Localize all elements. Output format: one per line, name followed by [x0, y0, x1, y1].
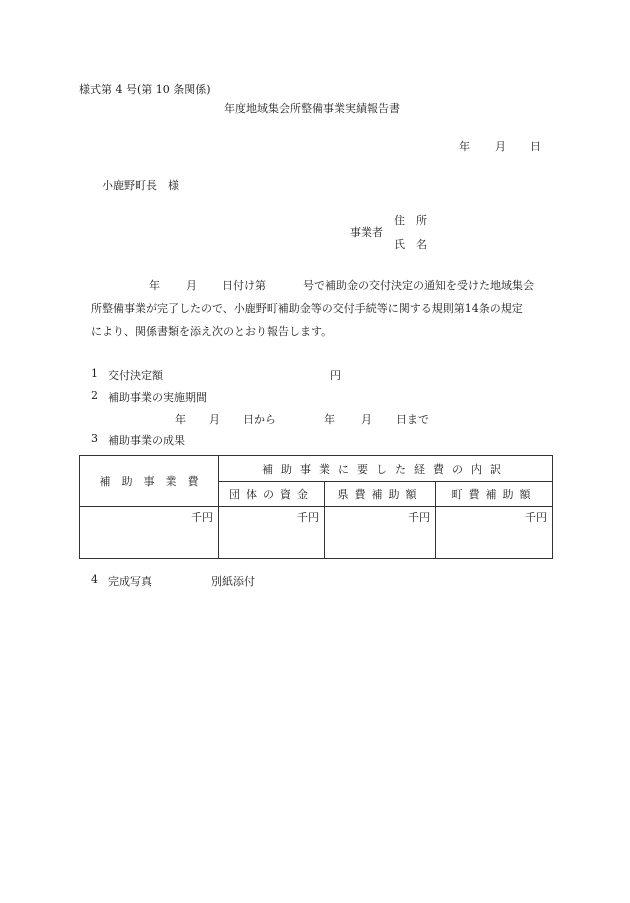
- addressee: 小鹿野町長 様: [102, 179, 179, 192]
- item2-number: 2: [91, 389, 98, 402]
- item1-number: 1: [91, 367, 98, 380]
- body-line1-rest: 号で補助金の交付決定の通知を受けた地域集会: [303, 279, 534, 292]
- item4-number: 4: [91, 573, 98, 586]
- unit-label: 千円: [297, 511, 319, 524]
- body-month: 月: [186, 279, 197, 292]
- date-day-label: 日: [530, 140, 541, 153]
- group-funds-cell: [219, 507, 325, 559]
- address-label: 住 所: [394, 214, 427, 227]
- form-title: 年度地域集会所整備事業実績報告書: [224, 102, 400, 115]
- period-from-year: 年: [175, 413, 186, 426]
- breakdown-header: 補助事業に要した経費の内訳: [219, 456, 553, 482]
- body-day-ref: 日付け第: [222, 279, 266, 292]
- form-number: 様式第 4 号(第 10 条関係): [79, 83, 211, 96]
- period-to-year: 年: [324, 413, 335, 426]
- period-to-month: 月: [361, 413, 372, 426]
- total-cost-header: [80, 456, 219, 507]
- period-to-day: 日まで: [396, 413, 429, 426]
- prefecture-subsidy-cell: [325, 507, 436, 559]
- item1-unit: 円: [330, 369, 341, 382]
- date-year-label: 年: [459, 140, 470, 153]
- town-subsidy-cell: [436, 507, 553, 559]
- period-from-month: 月: [209, 413, 220, 426]
- results-table: [79, 455, 553, 559]
- name-label: 氏 名: [394, 238, 427, 251]
- item1-label: 交付決定額: [108, 369, 163, 382]
- group-funds-header: 団体の資金: [219, 482, 325, 507]
- item4-value: 別紙添付: [211, 575, 255, 588]
- item3-label: 補助事業の成果: [108, 434, 185, 447]
- item4-label: 完成写真: [108, 575, 152, 588]
- body-line3: により、関係書類を添え次のとおり報告します。: [91, 325, 333, 338]
- unit-label: 千円: [525, 511, 548, 524]
- unit-label: 千円: [191, 511, 213, 524]
- town-subsidy-header: 町費補助額: [436, 482, 553, 507]
- period-from-day: 日から: [243, 413, 276, 426]
- body-line2: 所整備事業が完了したので、小鹿野町補助金等の交付手続等に関する規則第14条の規定: [91, 302, 523, 315]
- total-cost-cell: [80, 507, 219, 559]
- prefecture-subsidy-header: 県費補助額: [325, 482, 436, 507]
- date-month-label: 月: [495, 140, 506, 153]
- applicant-label: 事業者: [350, 226, 383, 239]
- item3-number: 3: [91, 432, 98, 445]
- body-year: 年: [149, 279, 160, 292]
- item2-label: 補助事業の実施期間: [108, 391, 207, 404]
- unit-label: 千円: [408, 511, 430, 524]
- total-cost-header-text: 補 助 事 業 費: [99, 475, 199, 488]
